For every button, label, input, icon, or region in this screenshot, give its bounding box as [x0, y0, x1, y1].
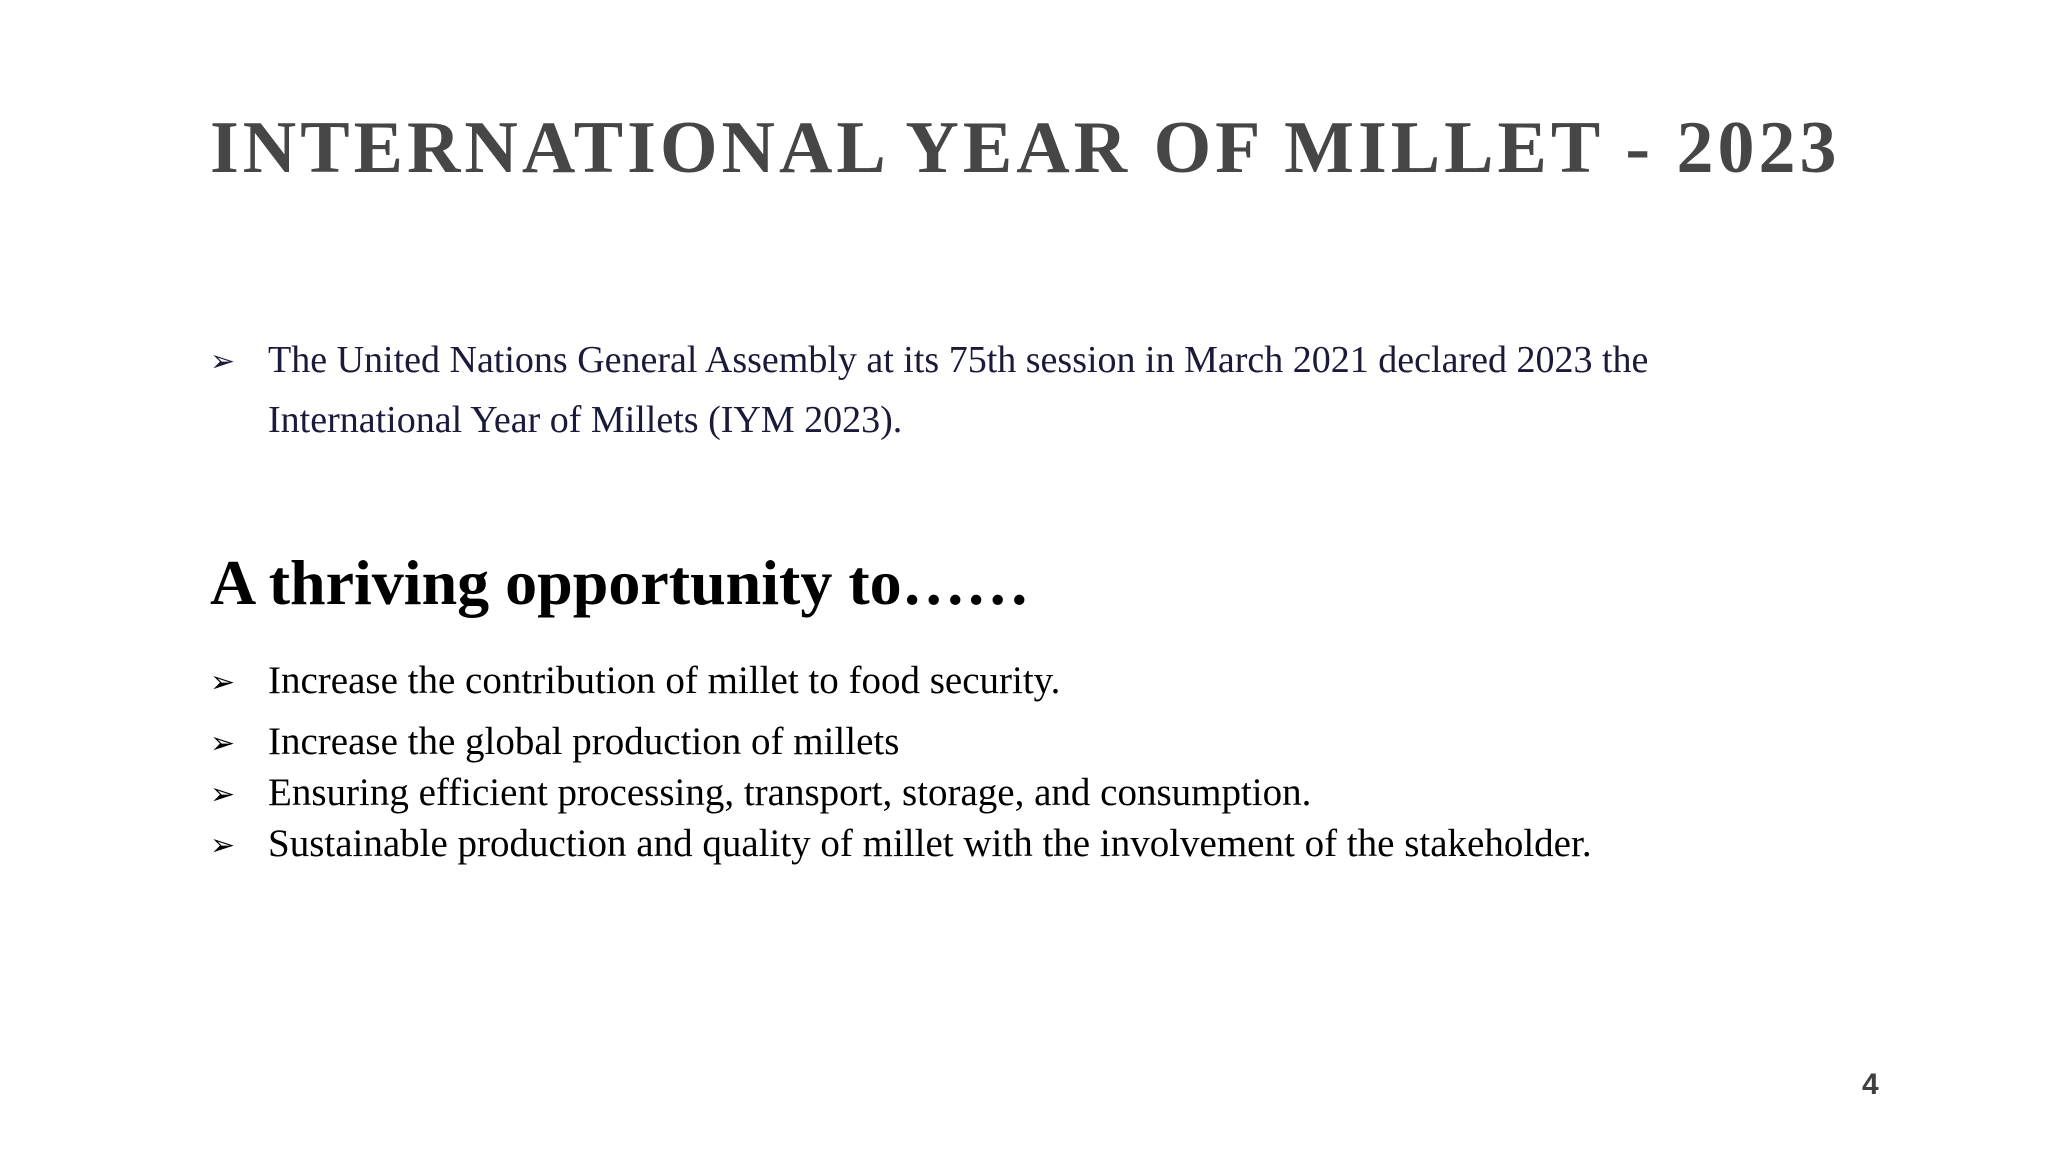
slide-title: INTERNATIONAL YEAR OF MILLET - 2023	[210, 107, 1841, 189]
section-heading: A thriving opportunity to……	[210, 547, 1030, 618]
opportunity-list	[210, 655, 1860, 869]
arrow-bullet-icon: ➢	[210, 344, 236, 379]
arrow-bullet-icon: ➢	[210, 828, 236, 863]
arrow-bullet-icon: ➢	[210, 777, 236, 812]
list-item-text: Ensuring efficient processing, transport, storage, and consumption.	[268, 771, 1312, 814]
intro-text: The United Nations General Assembly at its 75th session in March 2021 declared 2023 the International Year of Millets (IYM 2023).	[268, 339, 1649, 441]
list-item	[210, 818, 1860, 869]
list-item-text: Sustainable production and quality of millet with the involvement of the stakeholder.	[268, 822, 1592, 865]
list-item	[210, 716, 1860, 767]
page-number: 4	[1862, 1068, 1879, 1101]
list-item	[210, 767, 1860, 818]
intro-bullet	[210, 330, 1810, 450]
arrow-bullet-icon: ➢	[210, 665, 236, 700]
arrow-bullet-icon: ➢	[210, 726, 236, 761]
intro-paragraph	[210, 330, 1810, 450]
list-item	[210, 655, 1860, 706]
list-item-text: Increase the contribution of millet to food security.	[268, 659, 1061, 702]
list-item-text: Increase the global production of millets	[268, 720, 900, 763]
